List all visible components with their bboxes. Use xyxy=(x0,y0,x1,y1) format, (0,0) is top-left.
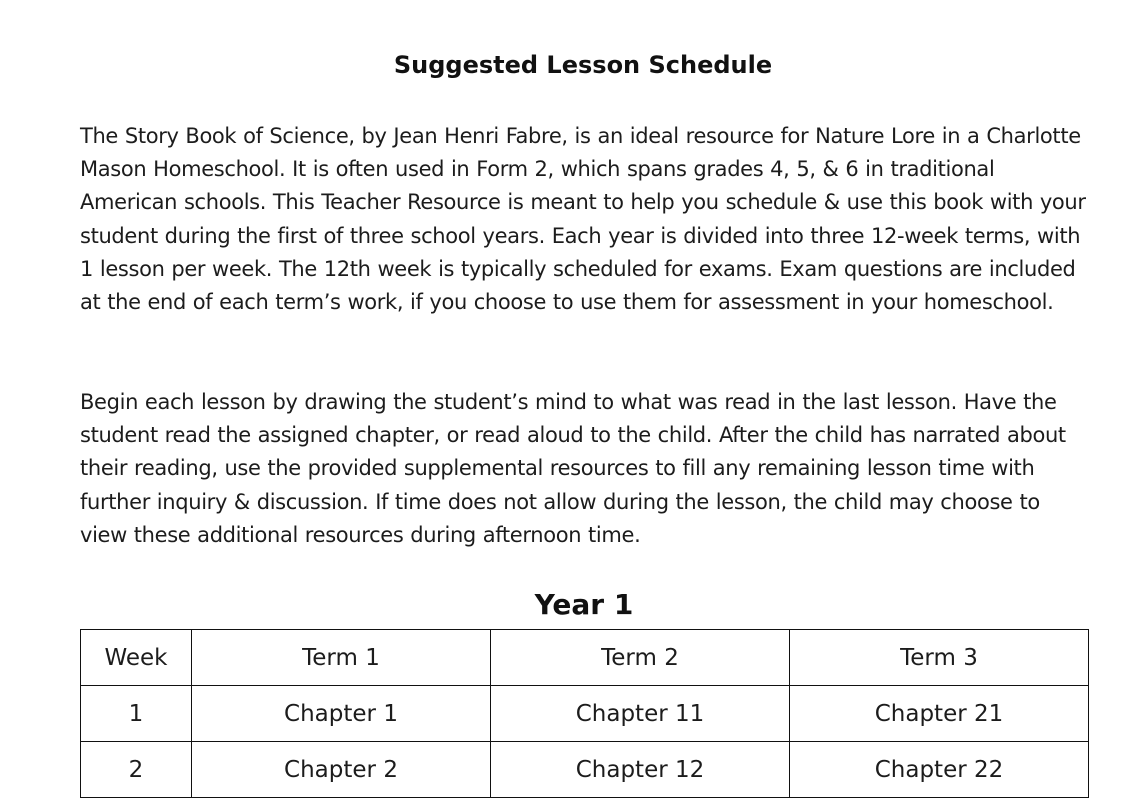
table-row xyxy=(81,686,1089,742)
header-week: Week xyxy=(81,630,192,686)
header-term-3: Term 3 xyxy=(790,630,1089,686)
header-term-2: Term 2 xyxy=(491,630,790,686)
instructions-paragraph: Begin each lesson by drawing the student’s mind to what was read in the last lesson. Have the student read the assigned chapter, or read aloud to the child. After the child has narrated about their reading, use the provided supplemental resources to fill any remaining lesson time with further inquiry & discussion. If time does not allow during the lesson, the child may choose to view these additional resources during afternoon time. xyxy=(80,390,1066,547)
table-header-row xyxy=(81,630,1089,686)
term-1-cell: Chapter 1 xyxy=(192,686,491,742)
intro-paragraph: The Story Book of Science, by Jean Henri Fabre, is an ideal resource for Nature Lore in a Charlotte Mason Homeschool. It is often used in Form 2, which spans grades 4, 5, & 6 in traditional American schools. This Teacher Resource is meant to help you schedule & use this book with your student during the first of three school years. Each year is divided into three 12-week terms, with 1 lesson per week. The 12th week is typically scheduled for exams. Exam questions are included at the end of each term’s work, if you choose to use them for assessment in your homeschool. xyxy=(80,124,1086,315)
header-term-1: Term 1 xyxy=(192,630,491,686)
week-cell: 2 xyxy=(81,742,192,798)
term-3-cell: Chapter 22 xyxy=(790,742,1089,798)
term-2-cell: Chapter 11 xyxy=(491,686,790,742)
term-1-cell: Chapter 2 xyxy=(192,742,491,798)
term-3-cell: Chapter 21 xyxy=(790,686,1089,742)
table-row xyxy=(81,742,1089,798)
term-2-cell: Chapter 12 xyxy=(491,742,790,798)
document-title: Suggested Lesson Schedule xyxy=(393,51,773,79)
week-cell: 1 xyxy=(81,686,192,742)
year-heading: Year 1 xyxy=(534,588,634,621)
schedule-table xyxy=(80,629,1089,798)
